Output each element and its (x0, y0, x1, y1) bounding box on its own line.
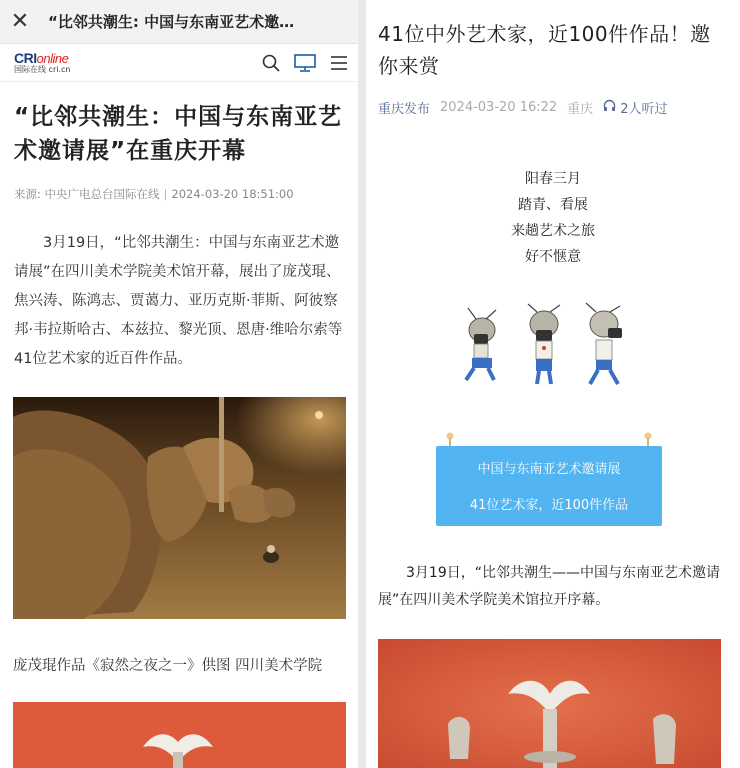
artwork-photo-night (13, 397, 346, 619)
publish-date: 2024-03-20 16:22 (440, 100, 558, 115)
logo-main-text: CRI (14, 50, 37, 66)
right-article-title: 41位中外艺术家，近100件作品！邀你来赏 (378, 22, 711, 78)
left-article-panel (0, 0, 358, 768)
browser-topbar (0, 0, 358, 44)
article-source: 来源: 中央广电总台国际在线 (14, 187, 160, 201)
article-paragraph: 3月19日，“比邻共潮生：中国与东南亚艺术邀请展”在四川美术学院美术馆开幕，展出了庞茂琨、焦兴涛、陈鸿志、贾蔼力、亚历克斯·菲斯、阿彼察邦·韦拉斯哈古、本兹拉、黎光顶、恩唐·维哈尔索等41位艺术家的近百件作品。 (14, 235, 343, 367)
sign-title: 中国与东南亚艺术邀请展 (477, 462, 621, 477)
article-title: “比邻共潮生：中国与东南亚艺术邀请展”在重庆开幕 (14, 104, 343, 164)
artwork-photo-sculpture (13, 702, 346, 768)
publish-location: 重庆 (567, 102, 594, 117)
ant-photographers-illustration (454, 300, 634, 390)
topbar-title: “比邻共潮生: 中国与东南亚艺术邀… (48, 13, 295, 31)
exhibition-sign (436, 432, 662, 526)
site-header (0, 44, 358, 82)
poem-line: 好不惬意 (525, 249, 581, 265)
listen-count[interactable] (603, 98, 667, 117)
poem-line: 阳春三月 (525, 171, 581, 187)
search-icon[interactable] (262, 54, 280, 72)
right-article-paragraph: 3月19日，“比邻共潮生——中国与东南亚艺术邀请展”在四川美术学院美术馆拉开序幕。 (378, 565, 720, 608)
logo-accent-text: online (36, 51, 69, 66)
headphones-icon (603, 99, 616, 116)
poem-line: 来趟艺术之旅 (511, 223, 595, 239)
exhibition-sculpture-photo (378, 639, 721, 768)
article-date: 2024-03-20 18:51:00 (171, 187, 294, 201)
right-article-panel (366, 0, 740, 768)
photo-caption: 庞茂琨作品《寂然之夜之一》供图 四川美术学院 (13, 658, 323, 674)
poem-line: 踏青、看展 (518, 197, 588, 213)
listen-count-label: 2人听过 (620, 102, 668, 117)
menu-icon[interactable] (330, 55, 348, 71)
article-meta: 来源: 中央广电总台国际在线 | 2024-03-20 18:51:00 (14, 187, 294, 201)
right-article-meta (366, 82, 740, 117)
logo-subtitle: 国际在线 cri.cn (14, 65, 71, 74)
sign-subtitle: 41位艺术家，近100件作品 (469, 498, 629, 513)
monitor-icon[interactable] (294, 54, 316, 72)
intro-poem (366, 166, 740, 270)
close-icon[interactable]: ✕ (10, 9, 30, 34)
site-logo[interactable] (14, 51, 70, 74)
account-name-link[interactable]: 重庆发布 (378, 102, 431, 117)
